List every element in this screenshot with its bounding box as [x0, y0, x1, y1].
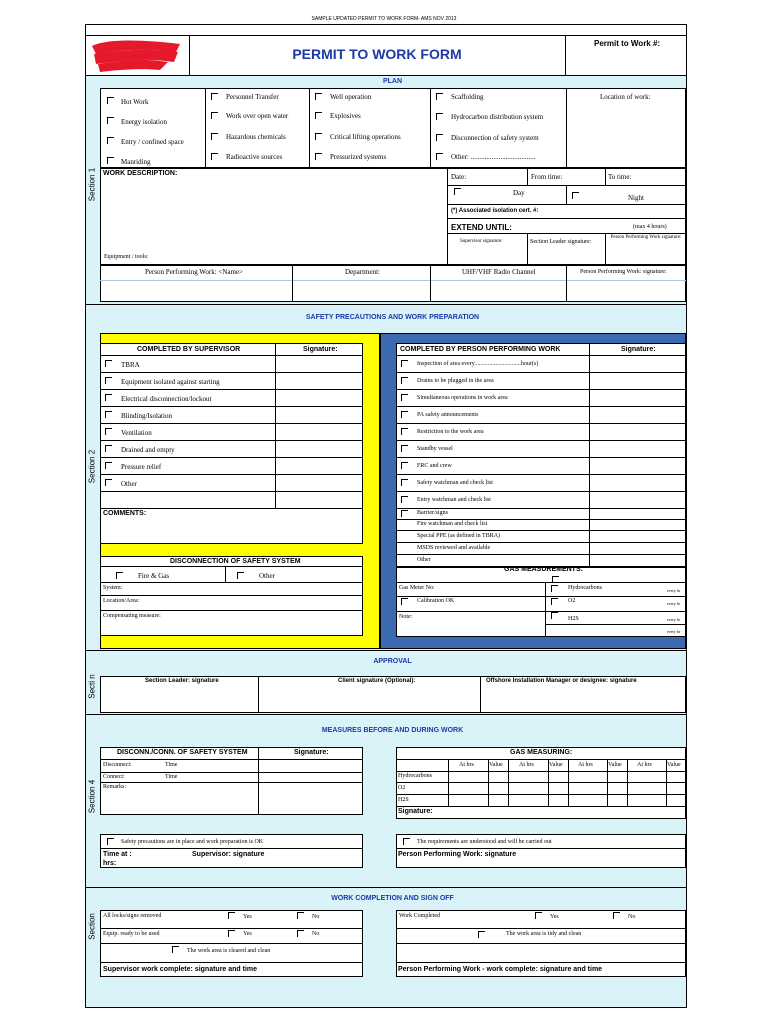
plan-explosives[interactable]: Explosives	[330, 112, 361, 120]
ppw-work-complete: Person Performing Work - work complete: signature and time	[398, 966, 603, 973]
gas-value-4: Value	[667, 762, 681, 768]
completion-heading: WORK COMPLETION AND SIGN OFF	[331, 895, 454, 902]
form-title: PERMIT TO WORK FORM	[292, 46, 462, 62]
plan-energy-isolation[interactable]: Energy isolation	[121, 118, 167, 126]
note-label: Note:	[399, 614, 413, 620]
doc-header: SAMPLE UPDATED PERMIT TO WORK FORM- AMS NOV 2013	[311, 16, 457, 22]
gas-signature-label: Signature:	[398, 808, 433, 815]
gas-measurements-heading: GAS MEASUREMENTS:	[504, 566, 583, 573]
plan-personnel-transfer[interactable]: Personnel Transfer	[226, 93, 279, 101]
plan-well-operation[interactable]: Well operation	[330, 93, 372, 101]
plan-critical-lifting[interactable]: Critical lifting operations	[330, 133, 401, 141]
plan-radioactive[interactable]: Radioactive sources	[226, 153, 283, 161]
work-completed-no[interactable]: No	[628, 914, 636, 920]
every-hr-4: every hr	[667, 629, 681, 634]
locks-no[interactable]: No	[312, 914, 320, 920]
ppw-inspection[interactable]: Inspection of area every...............................hour(s)	[417, 361, 539, 367]
plan-open-water[interactable]: Work over open water	[226, 112, 289, 120]
measures-supervisor-signature: Supervisor: signature	[192, 851, 265, 858]
work-completed-label: Work Completed	[399, 913, 441, 919]
day-option[interactable]: Day	[513, 189, 525, 197]
gas-value-2: Value	[549, 762, 563, 768]
work-description-block	[100, 168, 686, 265]
approval-heading: APPROVAL	[373, 658, 412, 665]
safety-heading: SAFETY PRECAUTIONS AND WORK PREPARATION	[305, 314, 480, 321]
work-description-label: WORK DESCRIPTION:	[103, 170, 178, 177]
every-hr-1: every hr	[667, 588, 681, 593]
system-label: System:	[103, 585, 123, 591]
every-hr-2: every hr	[667, 601, 681, 606]
gas-hydrocarbons[interactable]: Hydrocarbons	[568, 585, 602, 591]
fire-gas-option[interactable]: Fire & Gas	[138, 572, 170, 580]
disconnection-heading: DISCONNECTION OF SAFETY SYSTEM	[170, 558, 301, 565]
ppw-signature-label-small: Person Performing Work signature:	[610, 235, 682, 240]
ppw-special-ppe: Special PPE (as defined in TBRA)	[417, 533, 501, 539]
ppw-drains[interactable]: Drains to be plugged in the area	[417, 378, 494, 384]
sup-tbra[interactable]: TBRA	[121, 361, 140, 369]
plan-pressurized[interactable]: Pressurized systems	[330, 153, 387, 161]
sup-electrical-disconnection[interactable]: Electrical disconnection/lockout	[121, 395, 212, 403]
disconnection-other-option[interactable]: Other	[259, 572, 275, 580]
night-option[interactable]: Night	[628, 194, 644, 202]
department-label: Department:	[345, 268, 380, 276]
locks-yes[interactable]: Yes	[243, 914, 252, 920]
gas-o2[interactable]: O2	[568, 598, 576, 604]
ppw-signature-heading: Signature:	[621, 346, 656, 353]
gas-at-hrs-1: At hrs	[459, 762, 474, 768]
sup-pressure-relief[interactable]: Pressure relief	[121, 463, 162, 471]
completed-by-supervisor: COMPLETED BY SUPERVISOR	[137, 346, 241, 353]
ppw-restriction[interactable]: Restriction to the work area	[417, 429, 484, 435]
gas-measuring-table	[396, 747, 686, 819]
plan-hazardous-chemicals[interactable]: Hazardous chemicals	[226, 133, 286, 141]
associated-isolation-cert: (*) Associated isolation cert. #:	[451, 208, 539, 214]
plan-entry-confined[interactable]: Entry / confined space	[121, 138, 184, 146]
gas-row-o2: O2	[398, 785, 406, 791]
max-hours-note: (max 4 hours)	[633, 224, 667, 230]
disconn-conn-heading: DISCONN./CONN. OF SAFETY SYSTEM	[117, 749, 248, 756]
supervisor-work-complete: Supervisor work complete: signature and time	[103, 966, 258, 973]
section-4-label: Section 4	[87, 779, 97, 814]
ppw-simultaneous[interactable]: Simultaneous operations in work area	[417, 395, 508, 401]
locks-removed-label: All locks/signs removed	[103, 913, 162, 919]
permit-number-label: Permit to Work #:	[594, 39, 661, 48]
approval-oim: Offshore Installation Manager or designee: signature	[486, 678, 637, 684]
calibration-ok[interactable]: Calibration OK	[417, 598, 455, 604]
remarks-label: Remarks:	[103, 784, 126, 790]
ppw-entry-watchman[interactable]: Entry watchman and check list	[417, 497, 491, 503]
plan-disconnection-safety[interactable]: Disconnection of safety system	[451, 134, 539, 142]
equip-no[interactable]: No	[312, 931, 320, 937]
every-hr-3: every hr	[667, 617, 681, 622]
ppw-other: Other	[417, 557, 431, 563]
equipment-tools-label: Equipment / tools:	[104, 254, 149, 260]
ppw-msds: MSDS reviewed and available	[417, 545, 491, 551]
section-2-label: Section 2	[87, 449, 97, 484]
sup-blinding[interactable]: Blinding/Isolation	[121, 412, 172, 420]
plan-grid	[100, 88, 686, 168]
supervisor-signature-label: Supervisor signature:	[460, 239, 503, 244]
radio-channel-label: UHF/VHF Radio Channel	[462, 268, 536, 276]
safety-ok-statement[interactable]: Safety precautions are in place and work preparation is OK	[121, 839, 264, 845]
company-logo	[88, 36, 184, 74]
sup-drained[interactable]: Drained and empty	[121, 446, 175, 454]
time-at-label: Time at :	[103, 851, 132, 858]
ppw-barrier-signs[interactable]: Barrier/signs	[417, 510, 448, 516]
gas-value-1: Value	[489, 762, 503, 768]
ppw-standby-vessel[interactable]: Standby vessel	[417, 446, 453, 452]
sup-ventilation[interactable]: Ventilation	[121, 429, 152, 437]
connect-time: Time	[165, 774, 178, 780]
gas-at-hrs-2: At hrs	[519, 762, 534, 768]
approval-client: Client signature (Optional):	[338, 678, 416, 684]
extend-until-label: EXTEND UNTIL:	[451, 223, 512, 232]
plan-manriding[interactable]: Manriding	[121, 158, 151, 166]
area-cleared[interactable]: The work area is cleared and clean	[187, 948, 271, 954]
hrs-label: hrs:	[103, 860, 117, 867]
section-3-label: Secti n	[87, 674, 97, 699]
area-tidy[interactable]: The work area is tidy and clean	[506, 931, 582, 937]
measures-heading: MEASURES BEFORE AND DURING WORK	[321, 727, 464, 734]
ppw-signature-row-label: Person Performing Work: signature:	[580, 269, 667, 275]
work-completed-yes[interactable]: Yes	[550, 914, 559, 920]
compensating-measure-label: Compensating measure:	[103, 613, 161, 619]
plan-other[interactable]: Other: .....................................	[451, 153, 536, 161]
completed-by-ppw: COMPLETED BY PERSON PERFORMING WORK	[400, 346, 561, 353]
approval-section-leader: Section Leader: signature	[145, 678, 219, 684]
gas-value-3: Value	[608, 762, 622, 768]
gas-meter-label: Gas Meter No:	[399, 585, 435, 591]
gas-row-hydrocarbons: Hydrocarbons	[398, 773, 432, 779]
sup-equipment-isolated[interactable]: Equipment isolated against starting	[121, 378, 220, 386]
ppw-safety-watchman[interactable]: Safety watchman and check list	[417, 480, 493, 486]
location-area-label: Location/Area:	[103, 598, 140, 604]
disconnect-time: Time	[165, 762, 178, 768]
sup-other[interactable]: Other	[121, 480, 137, 488]
understood-statement[interactable]: The requirements are understood and will be carried out	[417, 839, 552, 845]
supervisor-signature-heading: Signature:	[303, 346, 338, 353]
gas-at-hrs-3: At hrs	[578, 762, 593, 768]
equip-yes[interactable]: Yes	[243, 931, 252, 937]
section-5-label: Section	[87, 913, 97, 940]
equip-ready-label: Equip. ready to be used	[103, 931, 160, 937]
ppw-name-label: Person Performing Work: <Name>	[145, 268, 243, 276]
measures-ppw-signature: Person Performing Work: signature	[398, 851, 517, 858]
ppw-fire-watchman: Fire watchman and check list	[417, 521, 488, 527]
comments-label: COMMENTS:	[103, 510, 147, 517]
section-leader-signature-label: Section Leader signature:	[530, 239, 592, 245]
plan-heading: PLAN	[382, 78, 403, 85]
to-time-label: To time:	[608, 173, 632, 181]
from-time-label: From time:	[531, 173, 563, 181]
date-label: Date:	[451, 173, 467, 181]
section-1-label: Section 1	[87, 167, 97, 202]
gas-at-hrs-4: At hrs	[637, 762, 652, 768]
plan-scaffolding[interactable]: Scaffolding	[451, 93, 484, 101]
gas-measuring-heading: GAS MEASURING:	[510, 749, 573, 756]
plan-hydrocarbon-distribution[interactable]: Hydrocarbon distribution system	[451, 113, 544, 121]
disconn-signature-heading: Signature:	[294, 749, 329, 756]
gas-row-h2s: H2S	[398, 797, 409, 803]
plan-hot-work[interactable]: Hot Work	[121, 98, 149, 106]
location-of-work-label: Location of work:	[600, 93, 651, 101]
connect-label: Connect:	[103, 774, 125, 780]
ppw-frc-crew[interactable]: FRC and crew	[417, 463, 452, 469]
ppw-pa-announcements[interactable]: PA safety announcements	[417, 412, 479, 418]
gas-h2s[interactable]: H2S	[568, 616, 579, 622]
disconnect-label: Disconnect:	[103, 762, 132, 768]
